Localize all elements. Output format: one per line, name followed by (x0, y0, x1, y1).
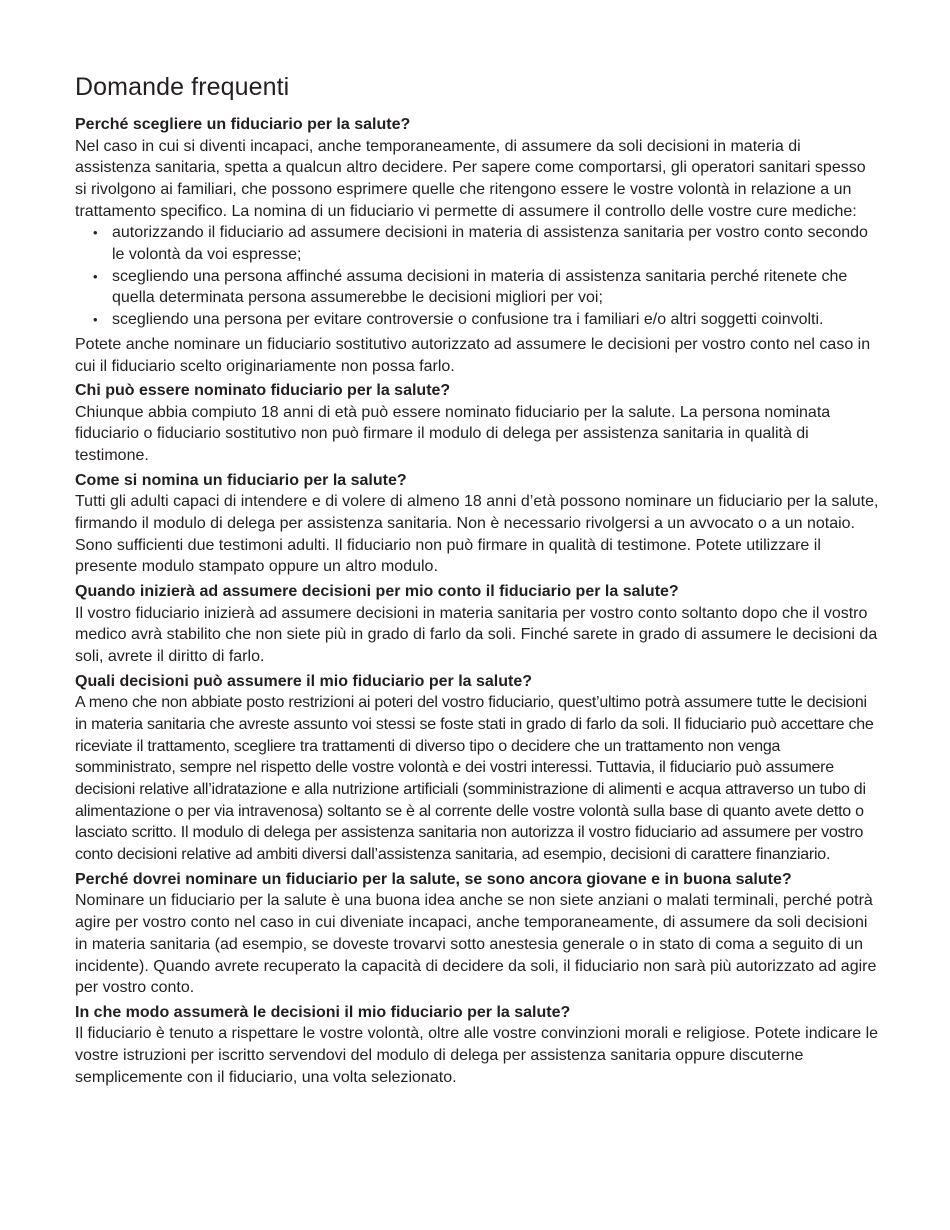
faq-question: In che modo assumerà le decisioni il mio fiduciario per la salute? (75, 1003, 571, 1021)
bullet-icon: • (93, 268, 98, 284)
bullet-text: autorizzando il fiduciario ad assumere decisioni in materia di assistenza sanitaria per vostro conto secondo le volontà da voi espresse; (112, 224, 868, 264)
faq-item-why-choose (75, 114, 880, 377)
faq-answer: Chiunque abbia compiuto 18 anni di età può essere nominato fiduciario per la salute. La persona nominata fiduciario o fiduciario sostitutivo non può firmare il modulo di delega per assistenza sanitaria in qualità di testimone. (75, 403, 831, 465)
faq-answer: Il fiduciario è tenuto a rispettare le vostre volontà, oltre alle vostre convinzioni morali e religiose. Potete indicare le vostre istruzioni per iscritto servendovi del modulo di delega per assistenza sanitaria oppure discuterne semplicemente con il fiduciario, una volta selezionato. (75, 1025, 879, 1086)
faq-answer: Tutti gli adulti capaci di intendere e di volere di almeno 18 anni d’età possono nominare un fiduciario per la salute, firmando il modulo di delega per assistenza sanitaria. Non è necessario rivolgersi a un avvocato o a un notaio. Sono sufficienti due testimoni adulti. Il fiduciario non può firmare in qualità di testimone. Potete utilizzare il presente modulo stampato oppure un altro modulo. (75, 493, 879, 576)
bullet-text: scegliendo una persona affinché assuma decisioni in materia di assistenza sanitaria perché ritenete che quella determinata persona assumerebbe le decisioni migliori per voi; (112, 267, 848, 307)
bullet-icon: • (93, 312, 98, 328)
bullet-item (75, 222, 880, 265)
faq-question: Perché dovrei nominare un fiduciario per la salute, se sono ancora giovane e in buona salute? (75, 870, 792, 888)
bullet-item (75, 309, 880, 331)
document-page (75, 70, 880, 1092)
faq-item-when-start (75, 581, 880, 668)
bullet-icon: • (93, 225, 98, 241)
faq-item-how-appoint (75, 470, 880, 578)
faq-item-how-decide (75, 1002, 880, 1089)
bullet-text: scegliendo una persona per evitare controversie o confusione tra i familiari e/o altri soggetti coinvolti. (112, 311, 824, 329)
faq-question: Quando inizierà ad assumere decisioni per mio conto il fiduciario per la salute? (75, 583, 679, 601)
faq-question: Come si nomina un fiduciario per la salute? (75, 471, 407, 489)
page-title: Domande frequenti (75, 73, 290, 101)
bullet-list (75, 222, 880, 331)
bullet-item (75, 266, 880, 309)
faq-question: Perché scegliere un fiduciario per la salute? (75, 116, 411, 133)
faq-question: Chi può essere nominato fiduciario per la salute? (75, 382, 451, 400)
faq-answer: A meno che non abbiate posto restrizioni ai poteri del vostro fiduciario, quest’ultimo potrà assumere tutte le decisioni in materia sanitaria che avreste assunto voi stessi se foste stati in grado di farlo da soli. Il fiduciario può accettare che riceviate il trattamento, scegliere tra trattamenti di diverso tipo o decidere che un trattamento non venga somministrato, sempre nel rispetto delle vostre volontà e dei vostri interessi. Tuttavia, il fiduciario può assumere decisioni relative all’idratazione e alla nutrizione artificiali (somministrazione di alimenti e acqua attraverso un tubo di alimentazione o per via intravenosa) soltanto se è al corrente delle vostre volontà sulla base di quanto avete detto o lasciato scritto. Il modulo di delega per assistenza sanitaria non autorizza il vostro fiduciario ad assumere per vostro conto decisioni relative ad ambiti diversi dall’assistenza sanitaria, ad esempio, decisioni di carattere finanziario. (75, 694, 874, 864)
faq-answer-continued: Potete anche nominare un fiduciario sostitutivo autorizzato ad assumere le decisioni per vostro conto nel caso in cui il fiduciario scelto originariamente non possa farlo. (75, 335, 871, 375)
faq-answer: Nominare un fiduciario per la salute è una buona idea anche se non siete anziani o malati terminali, perché potrà agire per vostro conto nel caso in cui diveniate incapaci, anche temporaneamente, di assumere da soli decisioni in materia sanitaria (ad esempio, se doveste trovarvi sotto anestesia generale o in stato di coma a seguito di un incidente). Quando avrete recuperato la capacità di decidere da soli, il fiduciario non sarà più autorizzato ad agire per vostro conto. (75, 892, 877, 997)
faq-item-why-young (75, 869, 880, 999)
faq-question: Quali decisioni può assumere il mio fiduciario per la salute? (75, 672, 533, 690)
faq-answer: Nel caso in cui si diventi incapaci, anche temporaneamente, di assumere da soli decisioni in materia di assistenza sanitaria, spetta a qualcun altro decidere. Per sapere come comportarsi, gli operatori sanitari spesso si rivolgono ai familiari, che possono esprimere quelle che ritengono essere le vostre volontà in relazione a un trattamento specifico. La nomina di un fiduciario vi permette di assumere il controllo delle vostre cure mediche: (75, 137, 866, 220)
faq-item-who-can-be (75, 380, 880, 467)
faq-answer: Il vostro fiduciario inizierà ad assumere decisioni in materia sanitaria per vostro conto soltanto dopo che il vostro medico avrà stabilito che non siete più in grado di farlo da soli. Finché sarete in grado di assumere le decisioni da soli, avrete il diritto di farlo. (75, 604, 878, 666)
faq-item-which-decisions (75, 671, 880, 866)
